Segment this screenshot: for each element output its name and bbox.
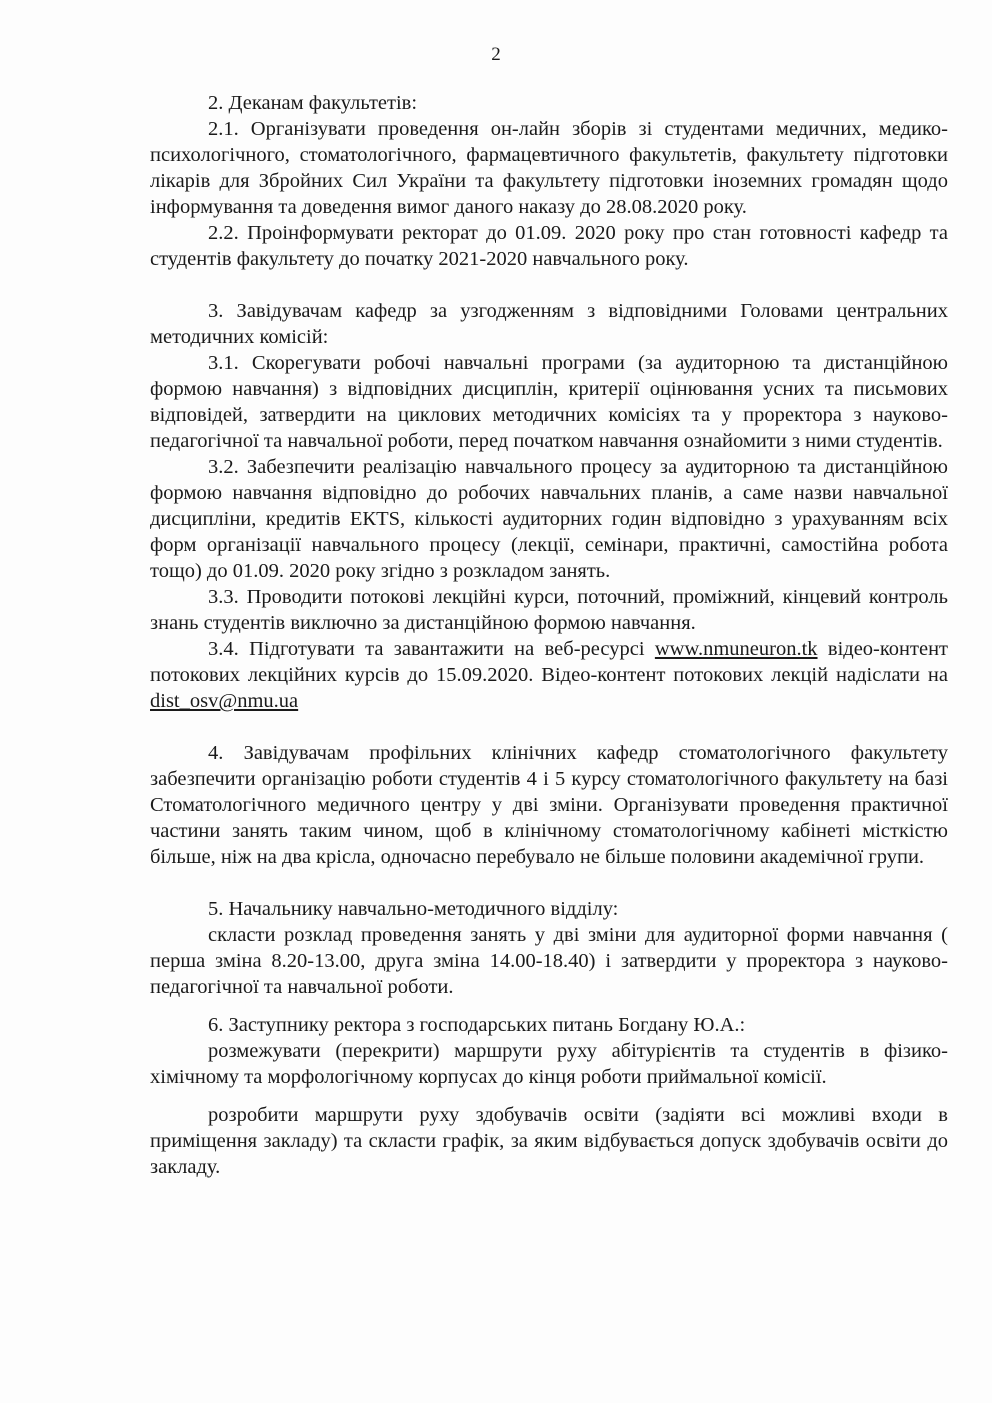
section-3-2: 3.2. Забезпечити реалізацію навчального процесу за аудиторною та дистанційною формою навчання відповідно до робочих навчальних планів, а саме назви навчальної дисципліни, кредитів ЕКTS, кількості аудиторних годин відповідно з урахуванням всіх форм організації навчального процесу (лекції, семінари, практичні, самостійна робота тощо) до 01.09. 2020 року згідно з розкладом занять. xyxy=(150,456,948,582)
page-number: 2 xyxy=(491,44,501,65)
section-3-3: 3.3. Проводити потокові лекційні курси, поточний, проміжний, кінцевий контроль знань студентів виключно за дистанційною формою навчання. xyxy=(150,586,948,634)
document-body xyxy=(150,90,948,1180)
section-3-heading: 3. Завідувачам кафедр за узгодженням з відповідними Головами центральних методичних комісій: xyxy=(150,300,948,348)
section-3-4-text-middle: відео-контент потокових лекційних курсів до 15.09.2020. Відео-контент потокових лекцій надіслати на xyxy=(150,638,948,686)
section-4: 4. Завідувачам профільних клінічних кафедр стоматологічного факультету забезпечити організацію роботи студентів 4 і 5 курсу стоматологічного факультету на базі Стоматологічного медичного центру у дві зміни. Організувати проведення практичної частини занять таким чином, щоб в клінічному стоматологічному кабінеті місткістю більше, ніж на два крісла, одночасно перебувало не більше половини академічної групи. xyxy=(150,742,948,868)
section-3-1: 3.1. Скорегувати робочі навчальні програми (за аудиторною та дистанційною формою навчання) з відповідних дисциплін, критерії оцінювання усних та письмових відповідей, затвердити на циклових методичних комісіях та у проректора з науково-педагогічної та навчальної роботи, перед початком навчання ознайомити з ними студентів. xyxy=(150,352,948,452)
section-3-4-text-start: 3.4. Підготувати та завантажити на веб-ресурсі xyxy=(208,638,655,660)
nmuneuron-link[interactable]: www.nmuneuron.tk xyxy=(654,638,818,660)
section-5-heading: 5. Начальнику навчально-методичного відділу: xyxy=(208,898,619,920)
section-2-1: 2.1. Організувати проведення он-лайн зборів зі студентами медичних, медико-психологічного, стоматологічного, фармацевтичного факультетів, факультету підготовки лікарів для Збройних Сил України та факультету підготовки іноземних громадян щодо інформування та доведення вимог даного наказу до 28.08.2020 року. xyxy=(150,118,948,218)
section-3-4 xyxy=(150,636,948,714)
section-6-2: розробити маршрути руху здобувачів освіти (задіяти всі можливі входи в приміщення закладу) та скласти графік, за яким відбувається допуск здобувачів освіти до закладу. xyxy=(150,1104,948,1178)
section-2-2: 2.2. Проінформувати ректорат до 01.09. 2020 року про стан готовності кафедр та студентів факультету до початку 2021-2020 навчального року. xyxy=(150,222,948,270)
section-6-heading: 6. Заступнику ректора з господарських питань Богдану Ю.А.: xyxy=(208,1014,746,1036)
section-2-heading: 2. Деканам факультетів: xyxy=(208,92,418,114)
section-6-1: розмежувати (перекрити) маршрути руху абітурієнтів та студентів в фізико-хімічному та морфологічному корпусах до кінця роботи приймальної комісії. xyxy=(150,1040,948,1088)
dist-osv-email-link[interactable]: dist_osv@nmu.ua xyxy=(150,690,299,712)
section-5-1: скласти розклад проведення занять у дві зміни для аудиторної форми навчання ( перша зміна 8.20-13.00, друга зміна 14.00-18.40) і затвердити у проректора з науково-педагогічної та навчальної роботи. xyxy=(150,924,948,998)
